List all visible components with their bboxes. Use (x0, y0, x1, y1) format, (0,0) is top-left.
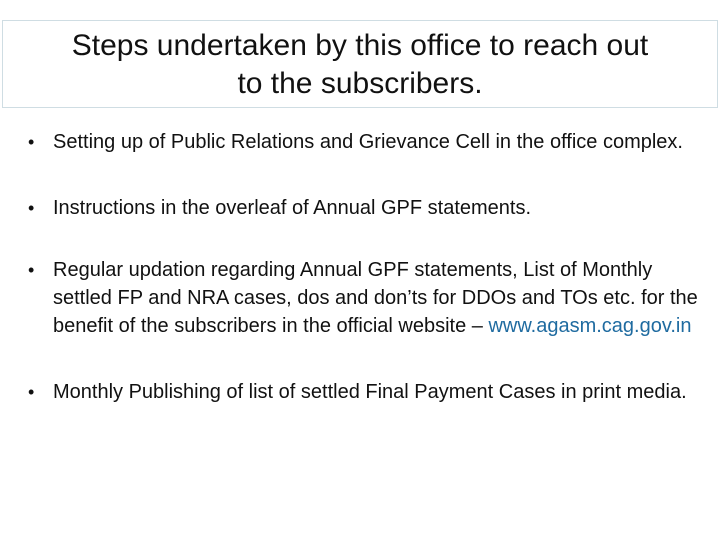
slide-title (3, 21, 717, 103)
title-line-2: to the subscribers. (237, 67, 483, 100)
bullet-icon: • (28, 382, 35, 402)
bullet-item-instructions (28, 194, 700, 222)
bullet-item-regular-updation (28, 256, 700, 340)
bullet-text: Instructions in the overleaf of Annual GPF statements. (53, 197, 532, 219)
bullet-icon: • (28, 198, 35, 218)
bullet-text: Setting up of Public Relations and Grievance Cell in the office complex. (53, 131, 683, 153)
website-link[interactable]: www.agasm.cag.gov.in (488, 315, 692, 337)
bullet-item-public-relations (28, 128, 700, 156)
bullet-icon: • (28, 260, 35, 280)
bullet-text: Monthly Publishing of list of settled Final Payment Cases in print media. (53, 381, 687, 403)
bullet-icon: • (28, 132, 35, 152)
title-line-1: Steps undertaken by this office to reach out (71, 29, 649, 62)
bullet-text: Regular updation regarding Annual GPF statements, List of Monthly settled FP and NRA cases, dos and don’ts for DDOs and TOs etc. for the benefit of the subscribers in the official website – (53, 259, 698, 337)
title-box (2, 20, 718, 108)
bullet-list (28, 128, 700, 406)
bullet-item-monthly-publishing (28, 378, 700, 406)
